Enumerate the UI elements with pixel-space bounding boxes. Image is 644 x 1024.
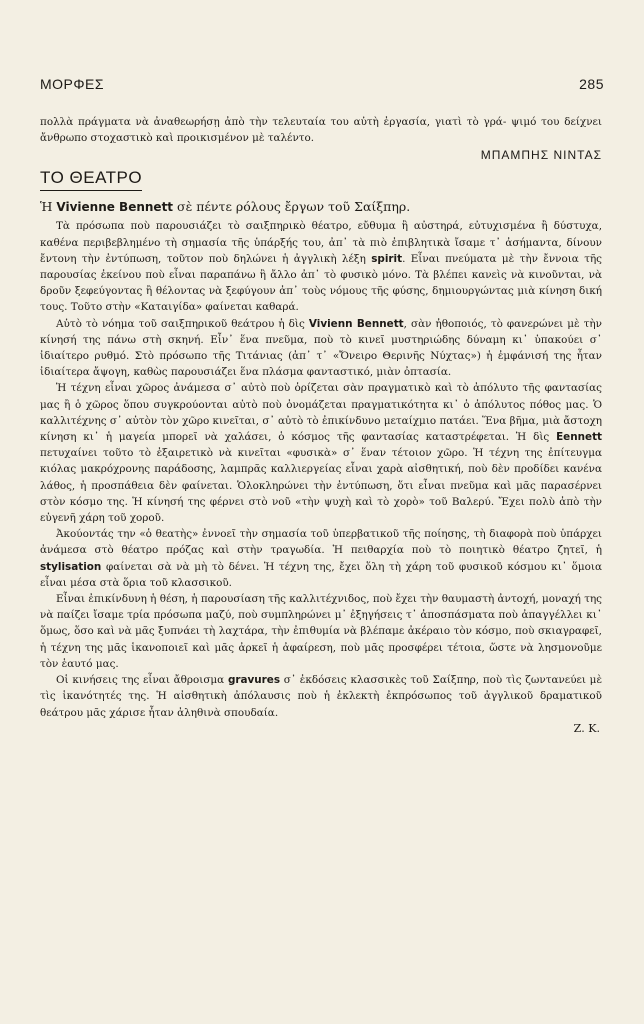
p6-bold-term: gravures <box>227 674 281 687</box>
p5-text-a: Εἶναι ἐπικίνδυνη ἡ θέση, ἡ παρουσίαση τῆς καλλιτέχνιδος, ποὺ ἔχει τὴν θαυμαστὴ ἀντοχή, μοναχή της νὰ παίζει ἴσαμε τρία πρόσωπα μαζύ, ποὺ συμπληρώνει μ᾿ ἐξηγήσεις τ᾿ ἀποσπάσματα ποὺ ἀπαγγέλλει κι᾿ ὅμως, ὅσο καὶ νὰ μᾶς ξυπνάει τὴ λαχτάρα, τὴν ἐπιθυμία νὰ βλέπαμε ἀκέραιο τὸν κόσμο, ποὺ σκιαγραφεῖ, ἡ τέχνη της μᾶς ἱκανοποιεῖ καὶ μᾶς ἀρκεῖ ἡ ἀφαίρεση, ποὺ μᾶς προσφέρει τέτοια, ὥστε νὰ λησμονοῦμε τὸν ἑαυτό μας. <box>40 593 602 670</box>
p1-text-a: Τὰ πρόσωπα ποὺ παρουσιάζει τὸ σαιξπηρικὸ θέατρο, εὔθυμα ἢ αὐστηρά, εὐτυχισμένα ἢ δύστυχα, καθένα περιβεβλημένο τὴ σημασία τῆς ὑπάρξής του, ἀπ᾿ τὰ πιὸ ἐπιβλητικὰ ἴσαμε τ᾿ ἀσήμαντα, δίνουν ἔντονη τὴν ἐντύπωση, τοῦτον ποὺ δηλώνει ἡ ἀγγλικὴ λέξη <box>40 220 602 265</box>
paragraph-6 <box>40 672 602 721</box>
author-signature: ΜΠΑΜΠΗΣ ΝΙΝΤΑΣ <box>480 148 602 163</box>
p4-text-a: Ἀκούοντάς την «ὁ θεατὴς» ἐννοεῖ τὴν σημασία τοῦ ὑπερβατικοῦ τῆς ποίησης, τὴ διαφορὰ ποὺ ὑπάρχει ἀνάμεσα στὸ θέατρο πρόζας καὶ στὴν τραγωδία. Ἡ πειθαρχία ποὺ τὸ ποιητικὸ θέατρο ζητεῖ, ἡ <box>40 528 602 557</box>
p2-bold-name: Vivienn Bennett <box>308 317 404 330</box>
page-body <box>40 114 602 735</box>
p2-text-c: , σὰν ἠθοποιός, τὸ φανερώνει μὲ τὴν κίνησή της πάνω στὴ σκηνή. Εἶν᾿ ἕνα πνεῦμα, ποὺ τὸ κινεῖ μυστηριώδης δύναμη κι᾿ ὑπακούει σ᾿ ἰδιαίτερο ρυθμό. Στὸ πρόσωπο τῆς Τιτάνιας (ἀπ᾿ τ᾿ «Ὄνειρο Θερινῆς Νύχτας») ἡ ἐμφάνισή της ἦταν ἰδιαίτερα ἄψογη, καθὼς παρουσιάζει ἕνα πλάσμα φανταστικό, μιὰν ὀπτασία. <box>40 317 602 379</box>
page-number: 285 <box>579 76 604 92</box>
p4-text-c: φαίνεται σὰ νὰ μὴ τὸ δένει. Ἡ τέχνη της, ἔχει ὅλη τὴ χάρη τοῦ φυσικοῦ κόσμου κι᾿ ὅμοια εἶναι μέσα στὰ ὅρια τοῦ κλασσικοῦ. <box>40 560 602 589</box>
p3-text-c: πετυχαίνει τοῦτο τὸ ἐξαιρετικὸ νὰ κινεῖται «φυσικὰ» σ᾿ ἕναν τέτοιον χῶρο. Ἡ τέχνη της ἐπίτευγμα κιόλας μακρόχρονης παράδοσης, λαμπρᾶς καλλιεργείας εἶναι χαρὰ αἰσθητική, ποὺ δὲν προδίδει κανένα λάθος, ἡ προσπάθεια δὲν φαίνεται. Ὁλοκληρώνει τὴν ἐντύπωση, ὅτι εἶναι πνεῦμα καὶ μᾶς παρασέρνει στὸν κόσμο της. Ἡ κίνησή της φέρνει στὸ νοῦ «τὴν ψυχὴ καὶ τὸ χορὸ» τοῦ Βαλερύ. Ἔχει πολὺ ἀπὸ τὴν εὐγενῆ χάρη τοῦ χοροῦ. <box>40 447 602 525</box>
subheading-actress-name: Vivienne Bennett <box>56 200 174 215</box>
paragraph-5 <box>40 591 602 672</box>
p6-text-a: Οἱ κινήσεις της εἶναι ἄθροισμα <box>56 674 225 687</box>
p4-bold-term: stylisation <box>40 560 102 573</box>
p1-text-c: . Εἶναι πνεύματα μὲ τὴν ἔννοια τῆς παρουσίας ἐκείνου ποὺ εἶναι παραπάνω ἢ ἄλλο ἀπ᾿ τὸ φυσικὸ μόνο. Τὰ βλέπει κανεὶς νὰ κινοῦνται, νὰ δροῦν ξεφεύγοντας ἢ θέλοντας νὰ ξεφύγουν ἀπ᾿ τοὺς νόμους τῆς φύσης, δημιουργώντας μιὰ κίνηση δική τους. Τοῦτο στὴν «Καταιγίδα» φαίνεται καθαρά. <box>40 252 602 314</box>
p2-text-a: Αὐτὸ τὸ νόημα τοῦ σαιξπηρικοῦ θεάτρου ἡ δὶς <box>56 317 305 330</box>
paragraph-2 <box>40 316 602 381</box>
intro-text <box>40 114 602 146</box>
paragraph-4 <box>40 526 602 591</box>
journal-name: ΜΟΡΦΕΣ <box>40 76 105 92</box>
p1-bold-term: spirit <box>371 252 403 265</box>
intro-line-1: πολλὰ πράγματα νὰ ἀναθεωρήσῃ ἀπὸ τὴν τελευταία του αὐτὴ ἐργασία, γιατὶ τὸ γρά- <box>40 116 507 128</box>
intro-line-2: ψιμό του δείχνει ἄνθρωπο στοχαστικὸ καὶ προικισμένον μὲ ταλέντο. <box>40 116 602 145</box>
p6-text-c: σ᾿ ἐκδόσεις κλασσικὲς τοῦ Σαίξπηρ, ποὺ τὶς ζωντανεύει μὲ τὶς ἱκανότητές της. Ἡ αἰσθητικὴ ἀπόλαυσις ποὺ ἡ ἐκλεκτὴ ἐκπρόσωπος τοῦ ἀγγλικοῦ δραματικοῦ θεάτρου μᾶς χάρισε ἦταν ἀληθινὰ σπουδαία. <box>40 674 603 719</box>
paragraph-3 <box>40 380 602 526</box>
author-initials: Ζ. Κ. <box>573 721 600 735</box>
p3-text-a: Ἡ τέχνη εἶναι χῶρος ἀνάμεσα σ᾿ αὐτὸ ποὺ ὁρίζεται σὰν πραγματικὸ καὶ τὸ ἀπόλυτο τῆς φαντασίας μας ἢ ὁ χῶρος ὅπου συγκρούονται αὐτὸ ποὺ ὀνομάζεται πραγματικότητα κι᾿ ὁ ἀπόλυτος πόθος μας. Ὁ καλλιτέχνης σ᾿ αὐτὸν τὸν χῶρο κινεῖται, σ᾿ αὐτὸ τὸ ἐπικίνδυνο μεταίχμιο πατάει. Ἕνα βῆμα, μιὰ ἄστοχη κίνηση κι᾿ ἡ μαγεία μπορεῖ νὰ χαλάσει, ὁ κόσμος τῆς φαντασίας καταστρέφεται. Ἡ δὶς <box>40 382 602 444</box>
paragraph-1 <box>40 218 602 315</box>
article-subheading <box>40 199 602 214</box>
section-title: ΤΟ ΘΕΑΤΡΟ <box>40 168 142 191</box>
subheading-article: Ἡ <box>40 199 53 215</box>
p3-bold-name: Eennett <box>556 431 602 444</box>
subheading-rest: σὲ πέντε ρόλους ἔργων τοῦ Σαίξπηρ. <box>177 199 411 215</box>
